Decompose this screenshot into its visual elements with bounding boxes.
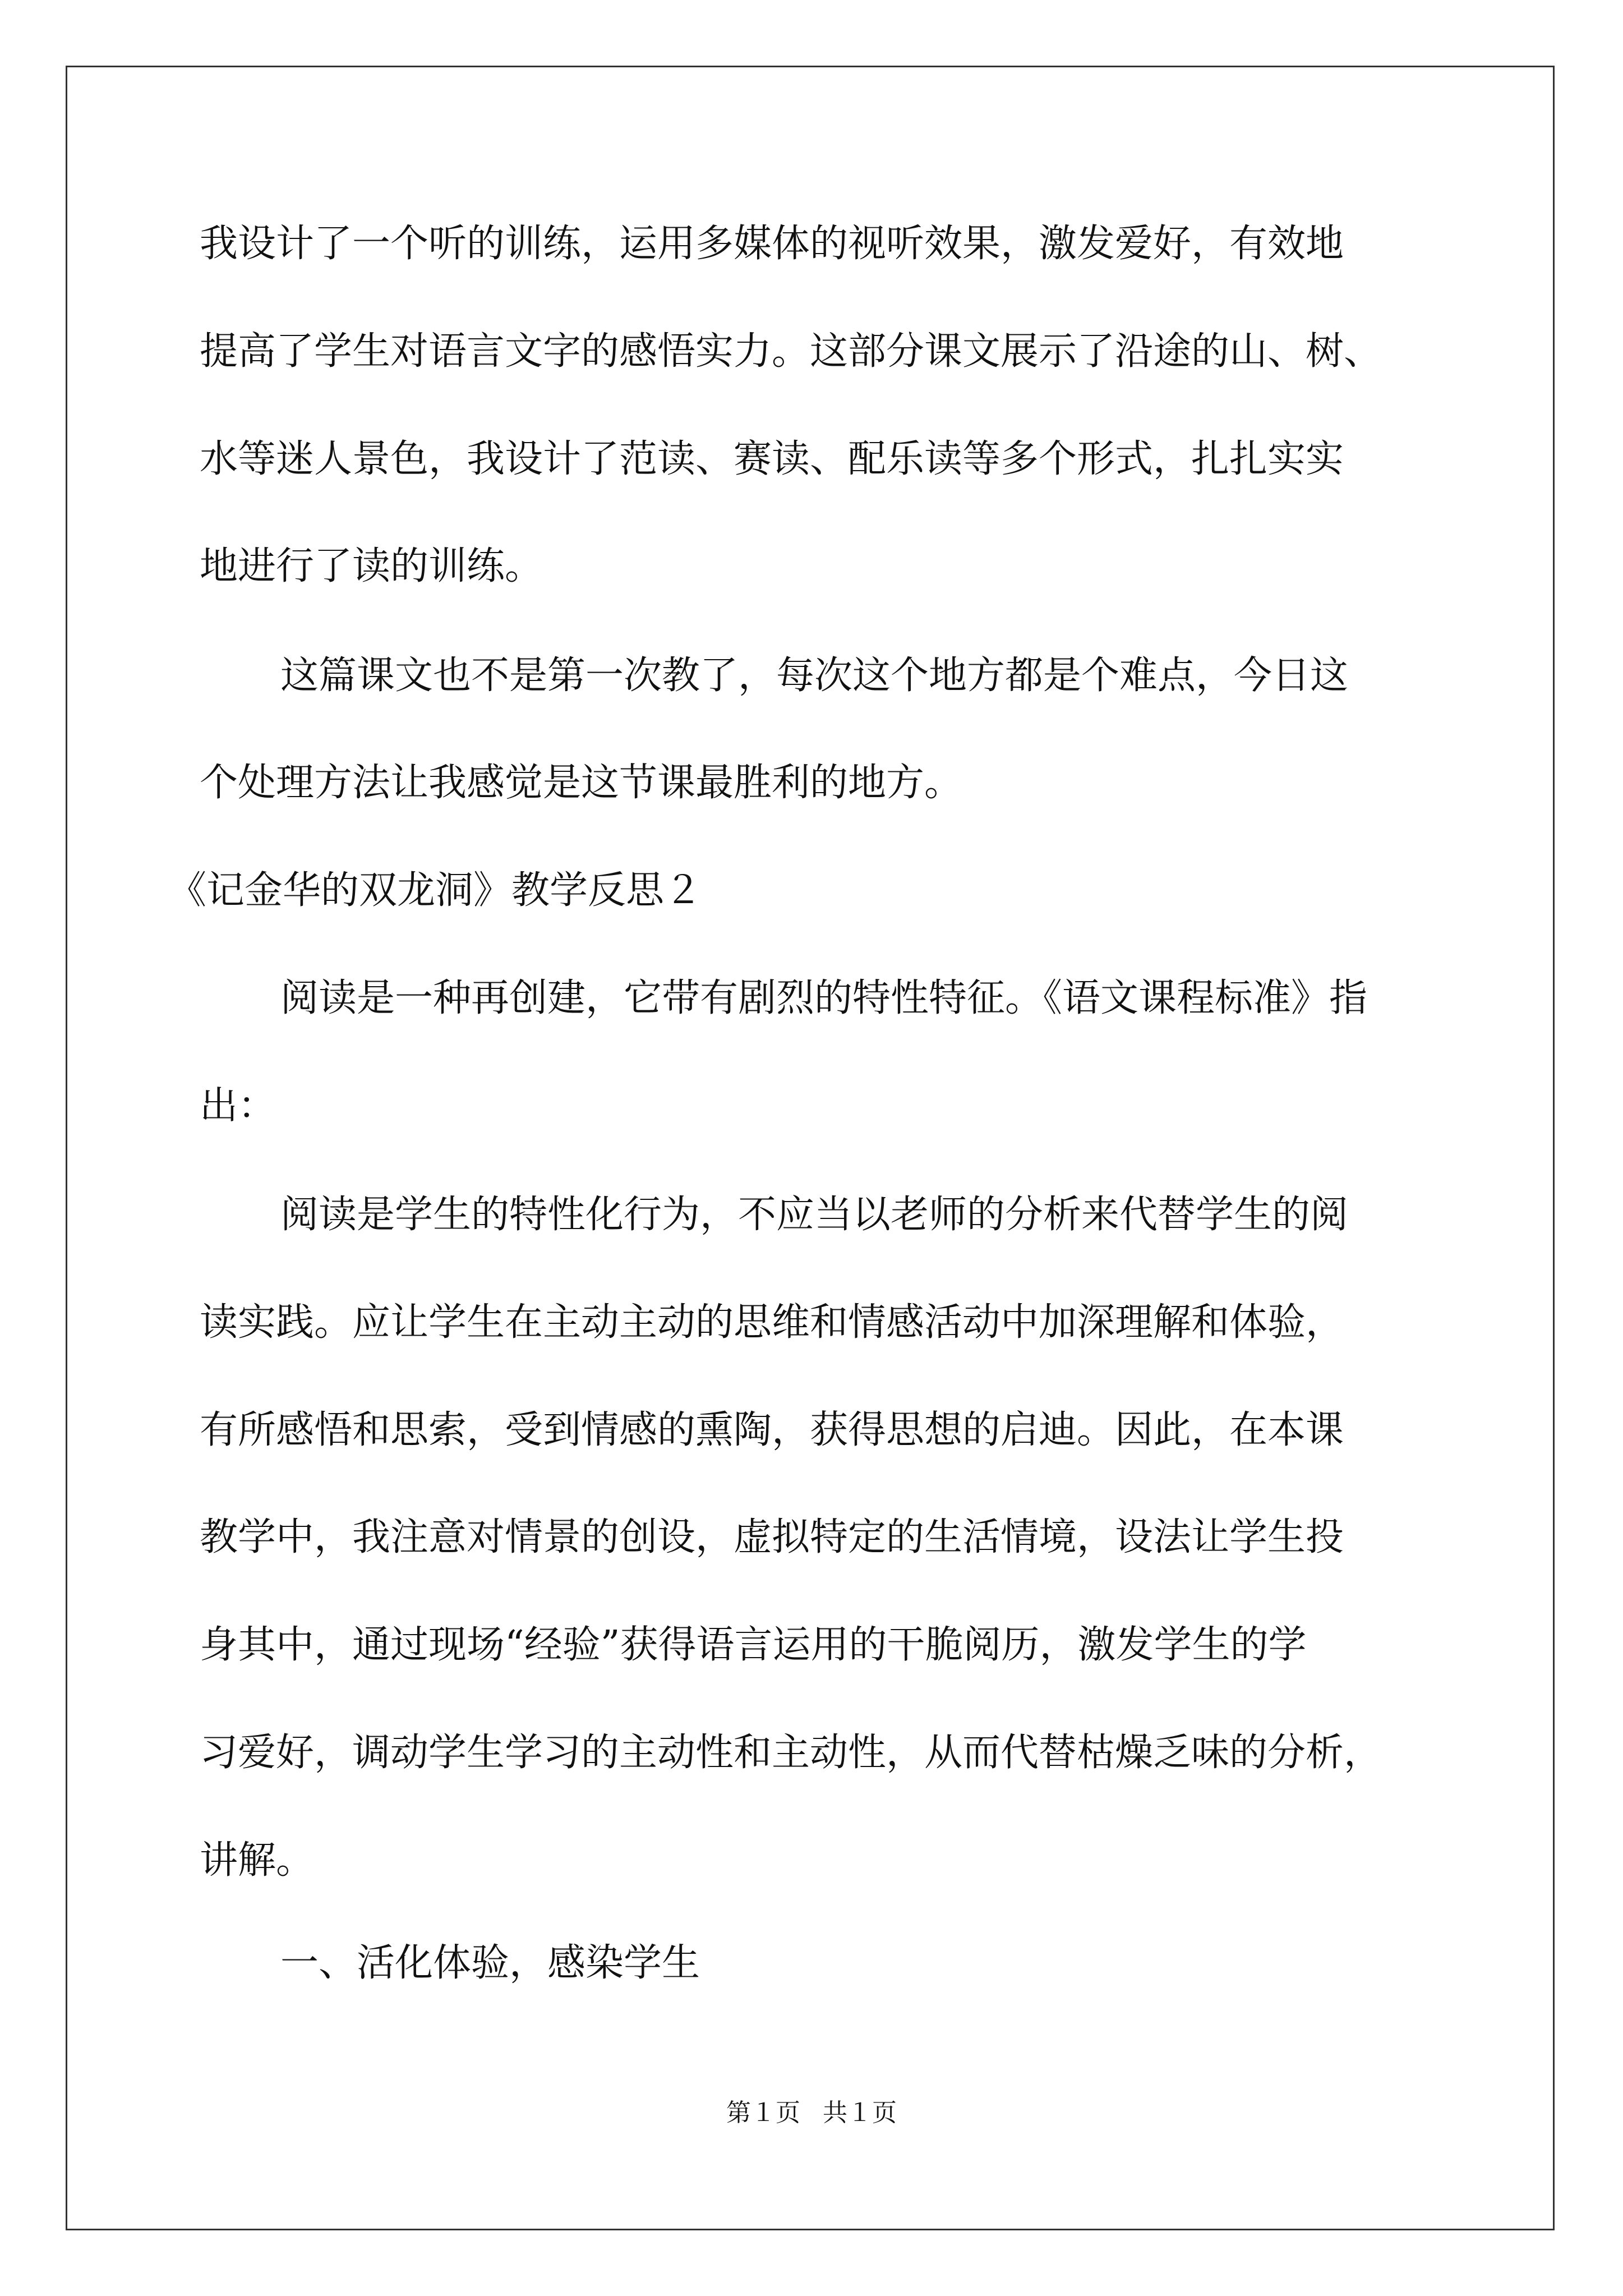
page-footer <box>0 2098 1623 2128</box>
text-line: 习爱好，调动学生学习的主动性和主动性，从而代替枯燥乏味的分析， <box>200 1731 1382 1775</box>
text-line: 水等迷人景色，我设计了范读、赛读、配乐读等多个形式，扎扎实实 <box>200 437 1344 481</box>
section-heading: 《记金华的双龙洞》教学反思２ <box>168 868 703 913</box>
text-line: 这篇课文也不是第一次教了，每次这个地方都是个难点，今日这 <box>280 654 1349 698</box>
text-line: 读实践。应让学生在主动主动的思维和情感活动中加深理解和体验， <box>200 1300 1344 1345</box>
text-line: 有所感悟和思索，受到情感的熏陶，获得思想的启迪。因此，在本课 <box>200 1408 1344 1452</box>
text-line: 讲解。 <box>200 1838 315 1883</box>
page-total: 共１页 <box>823 2099 897 2127</box>
subheading: 一、活化体验，感染学生 <box>280 1941 700 1985</box>
page-border <box>66 66 1555 2230</box>
text-line: 我设计了一个听的训练，运用多媒体的视听效果，激发爱好，有效地 <box>200 222 1344 266</box>
text-line: 阅读是一种再创建，它带有剧烈的特性特征。《语文课程标准》指 <box>280 976 1368 1020</box>
text-line: 出： <box>200 1084 276 1128</box>
text-line: 个处理方法让我感觉是这节课最胜利的地方。 <box>200 761 963 805</box>
text-line: 阅读是学生的特性化行为，不应当以老师的分析来代替学生的阅 <box>280 1193 1349 1237</box>
page-number: 第１页 <box>726 2099 800 2127</box>
text-line: 地进行了读的训练。 <box>200 544 543 588</box>
text-line: 教学中，我注意对情景的创设，虚拟特定的生活情境，设法让学生投 <box>200 1515 1344 1559</box>
text-line: 身其中，通过现场“经验”获得语言运用的干脆阅历，激发学生的学 <box>200 1623 1307 1667</box>
text-line: 提高了学生对语言文字的感悟实力。这部分课文展示了沿途的山、树、 <box>200 329 1382 374</box>
